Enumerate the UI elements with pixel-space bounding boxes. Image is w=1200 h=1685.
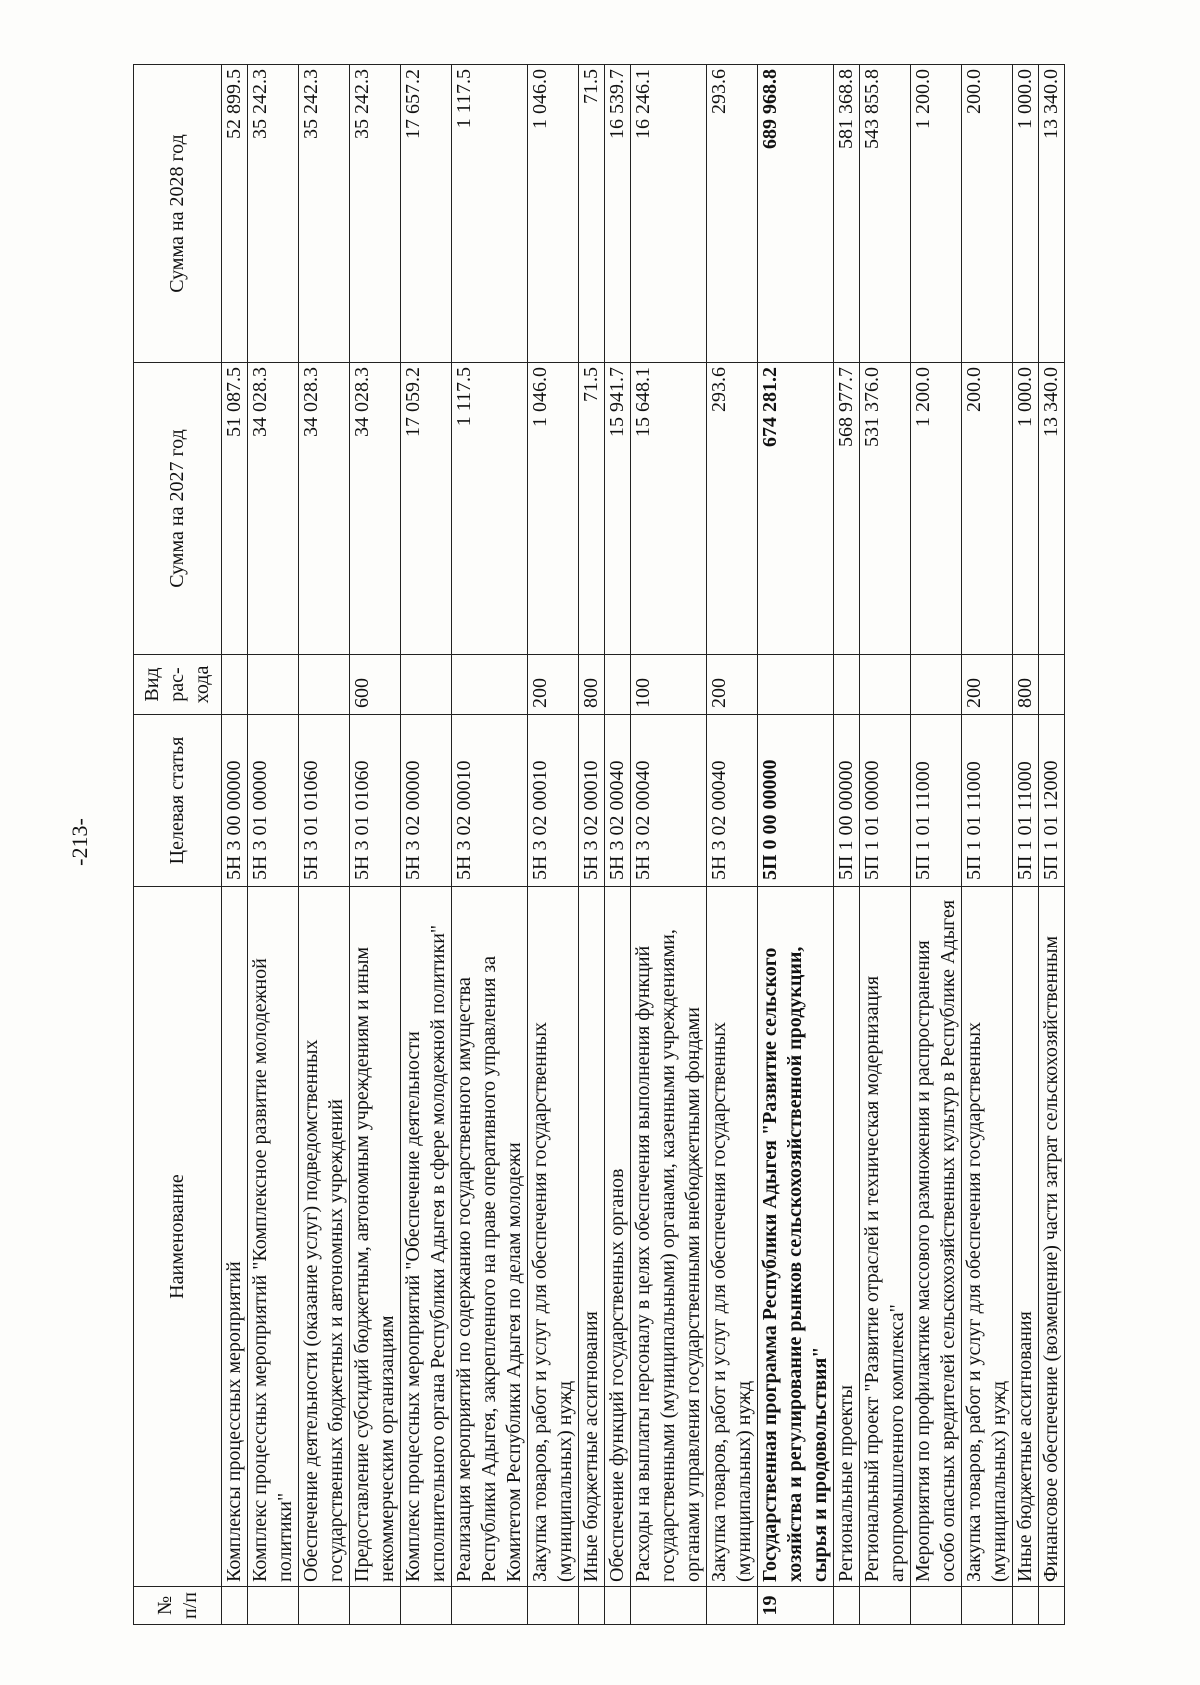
table-row bbox=[758, 65, 834, 1625]
row-vid: 200 bbox=[707, 655, 758, 715]
row-num bbox=[401, 1587, 452, 1625]
row-vid bbox=[452, 655, 528, 715]
row-name: Реализация мероприятий по содержанию государственного имущества Республики Адыгея, закрепленного на праве оперативного управления за Комитетом Республики Адыгея по делам молодежи bbox=[452, 887, 528, 1587]
row-vid bbox=[222, 655, 248, 715]
row-name: Обеспечение деятельности (оказание услуг) подведомственных государственных бюджетных и автономных учреждений bbox=[299, 887, 350, 1587]
row-name: Финансовое обеспечение (возмещение) части затрат сельскохозяйственным bbox=[1039, 887, 1065, 1587]
row-sum-2027: 13 340.0 bbox=[1039, 363, 1065, 655]
row-name: Обеспечение функций государственных органов bbox=[605, 887, 631, 1587]
page-number: -213- bbox=[67, 818, 92, 866]
row-code: 5Н 3 02 00040 bbox=[631, 715, 707, 887]
row-num bbox=[707, 1587, 758, 1625]
row-sum-2028: 13 340.0 bbox=[1039, 65, 1065, 363]
row-name: Закупка товаров, работ и услуг для обеспечения государственных (муниципальных) нужд bbox=[962, 887, 1013, 1587]
row-vid bbox=[248, 655, 299, 715]
row-vid: 800 bbox=[1013, 655, 1039, 715]
row-sum-2027: 34 028.3 bbox=[350, 363, 401, 655]
row-num bbox=[1013, 1587, 1039, 1625]
row-sum-2027: 531 376.0 bbox=[860, 363, 911, 655]
row-vid bbox=[605, 655, 631, 715]
table-row bbox=[579, 65, 605, 1625]
table-row bbox=[1039, 65, 1065, 1625]
rotated-page bbox=[133, 65, 1093, 1625]
row-vid bbox=[834, 655, 860, 715]
row-code: 5П 0 00 00000 bbox=[758, 715, 834, 887]
row-sum-2028: 1 200.0 bbox=[911, 65, 962, 363]
row-sum-2028: 35 242.3 bbox=[299, 65, 350, 363]
row-num bbox=[248, 1587, 299, 1625]
row-num bbox=[350, 1587, 401, 1625]
row-num bbox=[605, 1587, 631, 1625]
row-sum-2027: 15 648.1 bbox=[631, 363, 707, 655]
table-row bbox=[631, 65, 707, 1625]
row-sum-2027: 674 281.2 bbox=[758, 363, 834, 655]
row-sum-2027: 1 000.0 bbox=[1013, 363, 1039, 655]
table-body bbox=[222, 65, 1065, 1625]
row-vid bbox=[860, 655, 911, 715]
row-vid: 100 bbox=[631, 655, 707, 715]
row-code: 5П 1 00 00000 bbox=[834, 715, 860, 887]
header-sum-2027: Сумма на 2027 год bbox=[134, 363, 222, 655]
row-sum-2028: 35 242.3 bbox=[248, 65, 299, 363]
row-sum-2028: 35 242.3 bbox=[350, 65, 401, 363]
row-code: 5П 1 01 11000 bbox=[1013, 715, 1039, 887]
table-row bbox=[248, 65, 299, 1625]
row-sum-2028: 17 657.2 bbox=[401, 65, 452, 363]
row-sum-2027: 1 117.5 bbox=[452, 363, 528, 655]
row-vid: 200 bbox=[528, 655, 579, 715]
table-row bbox=[452, 65, 528, 1625]
row-name: Региональные проекты bbox=[834, 887, 860, 1587]
row-name: Государственная программа Республики Адыгея "Развитие сельского хозяйства и регулирование рынков сельскохозяйственной продукции, сырья и продовольствия" bbox=[758, 887, 834, 1587]
row-sum-2027: 293.6 bbox=[707, 363, 758, 655]
budget-table bbox=[133, 64, 1065, 1625]
row-num bbox=[452, 1587, 528, 1625]
row-name: Расходы на выплаты персоналу в целях обеспечения выполнения функций государственными (муниципальными) органами, казенными учреждениями, органами управления государственными внебюджетными фондами bbox=[631, 887, 707, 1587]
row-num bbox=[962, 1587, 1013, 1625]
table-row bbox=[605, 65, 631, 1625]
row-sum-2027: 34 028.3 bbox=[299, 363, 350, 655]
row-vid: 200 bbox=[962, 655, 1013, 715]
row-name: Комплекс процессных мероприятий "Комплексное развитие молодежной политики" bbox=[248, 887, 299, 1587]
row-sum-2028: 52 899.5 bbox=[222, 65, 248, 363]
row-code: 5Н 3 02 00010 bbox=[452, 715, 528, 887]
row-code: 5Н 3 01 00000 bbox=[248, 715, 299, 887]
row-name: Комплексы процессных мероприятий bbox=[222, 887, 248, 1587]
row-vid bbox=[1039, 655, 1065, 715]
table-row bbox=[962, 65, 1013, 1625]
row-sum-2028: 1 046.0 bbox=[528, 65, 579, 363]
row-sum-2027: 51 087.5 bbox=[222, 363, 248, 655]
row-sum-2028: 689 968.8 bbox=[758, 65, 834, 363]
row-num: 19 bbox=[758, 1587, 834, 1625]
header-name: Наименование bbox=[134, 887, 222, 1587]
row-name: Закупка товаров, работ и услуг для обеспечения государственных (муниципальных) нужд bbox=[528, 887, 579, 1587]
row-num bbox=[222, 1587, 248, 1625]
header-num: № п/п bbox=[134, 1587, 222, 1625]
table-row bbox=[350, 65, 401, 1625]
row-code: 5Н 3 01 01060 bbox=[350, 715, 401, 887]
row-code: 5Н 3 02 00040 bbox=[707, 715, 758, 887]
row-code: 5Н 3 02 00010 bbox=[528, 715, 579, 887]
row-code: 5Н 3 02 00040 bbox=[605, 715, 631, 887]
row-vid bbox=[401, 655, 452, 715]
table-row bbox=[528, 65, 579, 1625]
row-sum-2028: 543 855.8 bbox=[860, 65, 911, 363]
row-num bbox=[1039, 1587, 1065, 1625]
row-name: Иные бюджетные ассигнования bbox=[1013, 887, 1039, 1587]
row-sum-2027: 71.5 bbox=[579, 363, 605, 655]
row-sum-2028: 1 000.0 bbox=[1013, 65, 1039, 363]
row-vid bbox=[299, 655, 350, 715]
row-name: Закупка товаров, работ и услуг для обеспечения государственных (муниципальных) нужд bbox=[707, 887, 758, 1587]
row-num bbox=[631, 1587, 707, 1625]
table-row bbox=[707, 65, 758, 1625]
row-vid bbox=[758, 655, 834, 715]
row-code: 5Н 3 02 00000 bbox=[401, 715, 452, 887]
table-header-row bbox=[134, 65, 222, 1625]
row-sum-2028: 16 246.1 bbox=[631, 65, 707, 363]
table-row bbox=[860, 65, 911, 1625]
table-row bbox=[299, 65, 350, 1625]
row-sum-2028: 581 368.8 bbox=[834, 65, 860, 363]
row-name: Иные бюджетные ассигнования bbox=[579, 887, 605, 1587]
row-sum-2028: 71.5 bbox=[579, 65, 605, 363]
table-row bbox=[1013, 65, 1039, 1625]
row-num bbox=[579, 1587, 605, 1625]
row-sum-2027: 1 046.0 bbox=[528, 363, 579, 655]
row-sum-2027: 1 200.0 bbox=[911, 363, 962, 655]
row-sum-2027: 568 977.7 bbox=[834, 363, 860, 655]
row-sum-2028: 200.0 bbox=[962, 65, 1013, 363]
row-name: Комплекс процессных мероприятий "Обеспечение деятельности исполнительного органа Республики Адыгея в сфере молодежной политики" bbox=[401, 887, 452, 1587]
header-code: Целевая статья bbox=[134, 715, 222, 887]
row-num bbox=[528, 1587, 579, 1625]
row-num bbox=[860, 1587, 911, 1625]
row-name: Региональный проект "Развитие отраслей и техническая модернизация агропромышленного комплекса" bbox=[860, 887, 911, 1587]
header-sum-2028: Сумма на 2028 год bbox=[134, 65, 222, 363]
row-sum-2027: 17 059.2 bbox=[401, 363, 452, 655]
row-vid: 800 bbox=[579, 655, 605, 715]
row-code: 5Н 3 02 00010 bbox=[579, 715, 605, 887]
row-code: 5Н 3 01 01060 bbox=[299, 715, 350, 887]
row-num bbox=[834, 1587, 860, 1625]
row-sum-2027: 34 028.3 bbox=[248, 363, 299, 655]
table-row bbox=[222, 65, 248, 1625]
row-sum-2027: 15 941.7 bbox=[605, 363, 631, 655]
row-code: 5П 1 01 00000 bbox=[860, 715, 911, 887]
row-code: 5П 1 01 12000 bbox=[1039, 715, 1065, 887]
row-sum-2028: 16 539.7 bbox=[605, 65, 631, 363]
row-code: 5Н 3 00 00000 bbox=[222, 715, 248, 887]
table-row bbox=[834, 65, 860, 1625]
header-vid: Вид рас-хода bbox=[134, 655, 222, 715]
row-sum-2027: 200.0 bbox=[962, 363, 1013, 655]
row-sum-2028: 1 117.5 bbox=[452, 65, 528, 363]
row-num bbox=[911, 1587, 962, 1625]
row-code: 5П 1 01 11000 bbox=[911, 715, 962, 887]
row-sum-2028: 293.6 bbox=[707, 65, 758, 363]
table-row bbox=[401, 65, 452, 1625]
row-vid: 600 bbox=[350, 655, 401, 715]
row-name: Мероприятия по профилактике массового размножения и распространения особо опасных вредителей сельскохозяйственных культур в Республике Адыгея bbox=[911, 887, 962, 1587]
row-code: 5П 1 01 11000 bbox=[962, 715, 1013, 887]
row-name: Предоставление субсидий бюджетным, автономным учреждениям и иным некоммерческим организациям bbox=[350, 887, 401, 1587]
row-num bbox=[299, 1587, 350, 1625]
row-vid bbox=[911, 655, 962, 715]
table-row bbox=[911, 65, 962, 1625]
